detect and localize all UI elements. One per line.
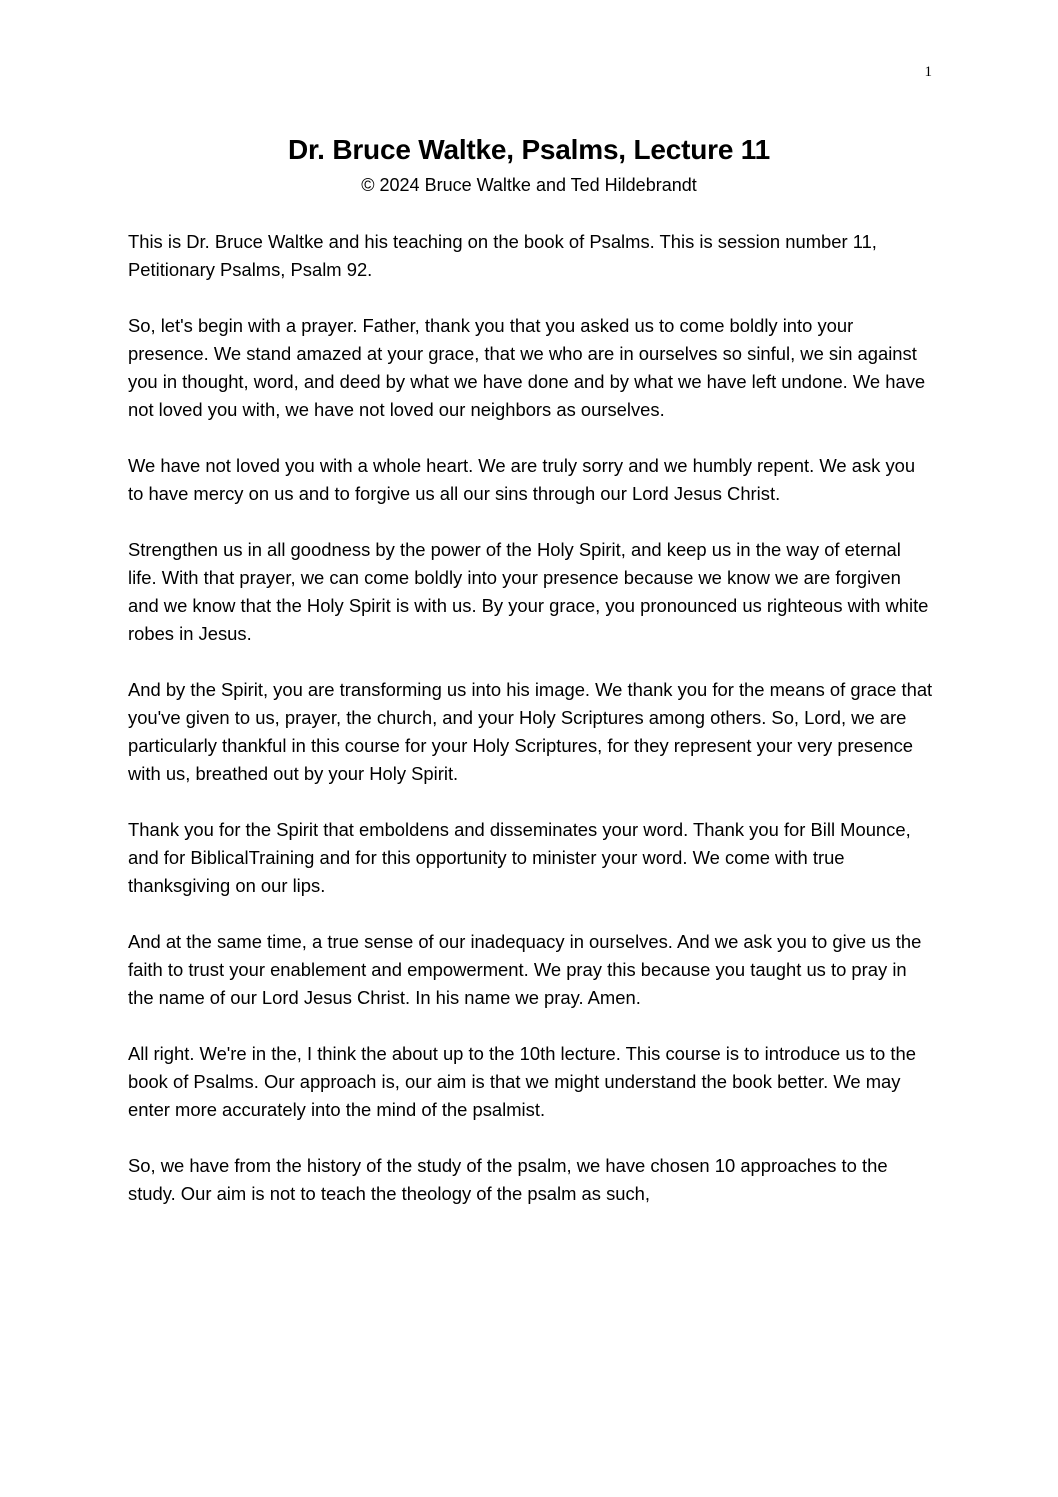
paragraph-9: So, we have from the history of the study of the psalm, we have chosen 10 approaches to the study. Our aim is not to teach the theology of the psalm as such,	[128, 1155, 888, 1204]
paragraph-4: Strengthen us in all goodness by the power of the Holy Spirit, and keep us in the way of eternal life. With that prayer, we can come boldly into your presence because we know we are forgiven and we know that the Holy Spirit is with us. By your grace, you pronounced us righteous with white robes in Jesus.	[128, 539, 929, 644]
paragraph-1: This is Dr. Bruce Waltke and his teaching on the book of Psalms. This is session number 11, Petitionary Psalms, Psalm 92.	[128, 231, 877, 280]
paragraph-8: All right. We're in the, I think the about up to the 10th lecture. This course is to introduce us to the book of Psalms. Our approach is, our aim is that we might understand the book better. We may enter more accurately into the mind of the psalmist.	[128, 1043, 916, 1120]
paragraph-6: Thank you for the Spirit that emboldens and disseminates your word. Thank you for Bill Mounce, and for BiblicalTraining and for this opportunity to minister your word. We come with true thanksgiving on our lips.	[128, 819, 911, 896]
paragraph-5: And by the Spirit, you are transforming us into his image. We thank you for the means of grace that you've given to us, prayer, the church, and your Holy Scriptures among others. So, Lord, we are particularly thankful in this course for your Holy Scriptures, for they represent your very presence with us, breathed out by your Holy Spirit.	[128, 679, 933, 784]
copyright-line: © 2024 Bruce Waltke and Ted Hildebrandt	[361, 175, 697, 195]
body-text	[128, 228, 934, 1236]
page-title: Dr. Bruce Waltke, Psalms, Lecture 11	[288, 134, 770, 165]
paragraph-7: And at the same time, a true sense of our inadequacy in ourselves. And we ask you to give us the faith to trust your enablement and empowerment. We pray this because you taught us to pray in the name of our Lord Jesus Christ. In his name we pray. Amen.	[128, 931, 922, 1008]
paragraph-3: We have not loved you with a whole heart. We are truly sorry and we humbly repent. We ask you to have mercy on us and to forgive us all our sins through our Lord Jesus Christ.	[128, 455, 916, 504]
page-number: 1	[924, 64, 932, 80]
paragraph-2: So, let's begin with a prayer. Father, thank you that you asked us to come boldly into your presence. We stand amazed at your grace, that we who are in ourselves so sinful, we sin against you in thought, word, and deed by what we have done and by what we have left undone. We have not loved you with, we have not loved our neighbors as ourselves.	[128, 315, 926, 420]
